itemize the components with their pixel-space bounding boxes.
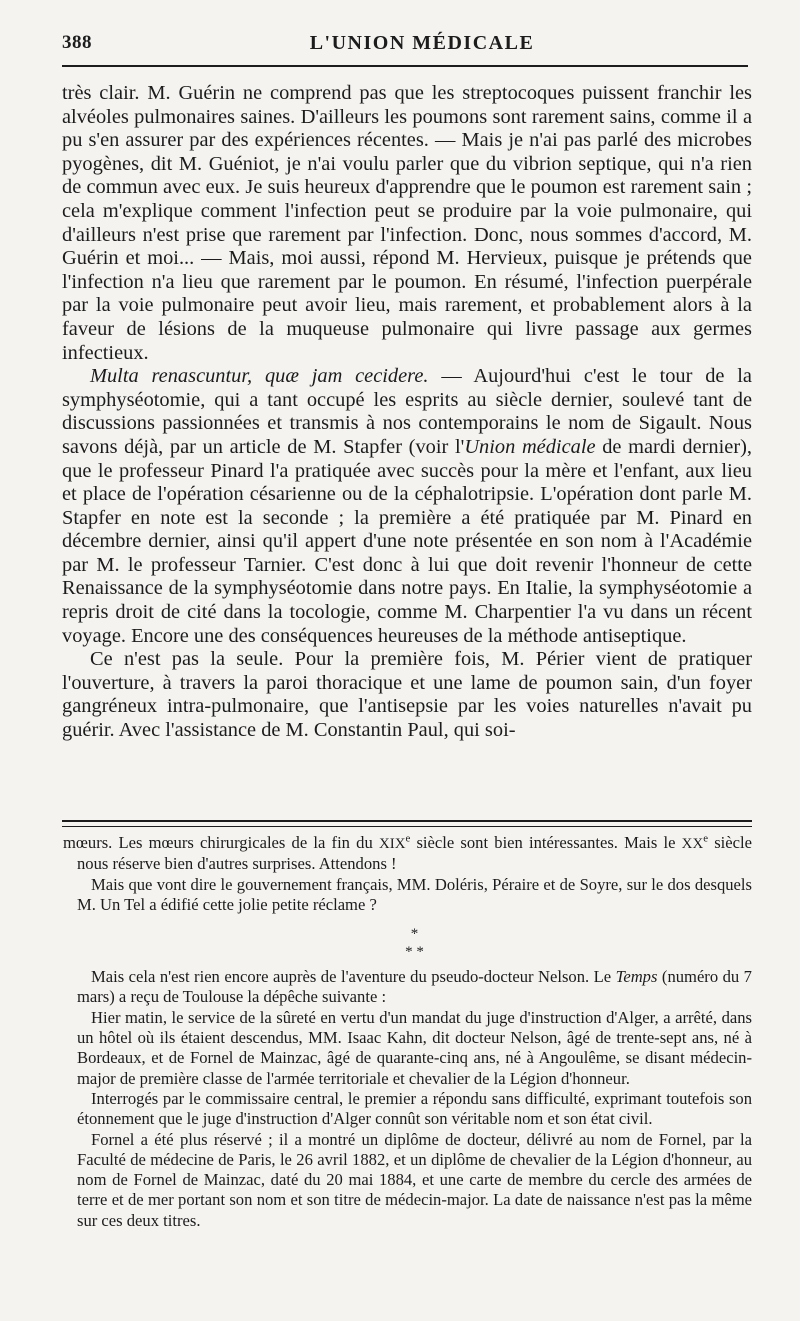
roman-numeral: XX	[681, 836, 704, 852]
paragraph-text: de mardi dernier), que le professeur Pinard l'a pratiquée avec succès pour la mère et l'enfant, aux lieu et place de l'opération césarienne ou de la céphalotripsie. L'opération dont parle M. Stapfer en note est la seconde ; la première a été pratiquée par M. Pinard en décembre dernier, ainsi qu'il appert d'une note présentée en son nom à l'Académie par M. le professeur Tarnier. C'est donc à lui que doit revenir l'honneur de cette Renaissance de la symphyséotomie dans notre pays. En Italie, la symphyséotomie a repris droit de cité dans la tocologie, comme M. Charpentier l'a vu dans un récent voyage. Encore une des conséquences heureuses de la méthode antiseptique.	[62, 435, 753, 647]
page-number: 388	[62, 32, 92, 53]
paragraph-perier: Ce n'est pas la seule. Pour la première fois, M. Périer vient de pratiquer l'ouverture, à travers la paroi thoracique et une lame de poumon sain, d'un foyer gangréneux intra-pulmonaire, que l'antisepsie par les voies naturelles n'avait pu guérir. Avec l'assistance de M. Constantin Paul, qui soi-	[62, 648, 752, 742]
paragraph-infection: très clair. M. Guérin ne comprend pas que les streptocoques puissent franchir les alvéoles pulmonaires saines. D'ailleurs les poumons sont rarement sains, comme il a pu s'en assurer par des expériences récentes. — Mais je n'ai pas parlé des microbes pyogènes, dit M. Guéniot, je n'ai voulu parler que du vibrion septique, qui n'a rien de commun avec eux. Je suis heureux d'apprendre que le poumon est rarement sain ; cela m'explique comment l'infection peut se produire par la voie pulmonaire, qui d'ailleurs n'est prise que rarement par l'infection. Donc, nous sommes d'accord, M. Guérin et moi... — Mais, moi aussi, répond M. Hervieux, puisque je prétends que l'infection n'a lieu que rarement par le poumon. En résumé, l'infection puerpérale par la voie pulmonaire peut avoir lieu, mais rarement, et probablement alors à la faveur de lésions de la muqueuse pulmonaire qui livre passage aux germes infectieux.	[62, 82, 752, 364]
journal-title: L'UNION MÉDICALE	[309, 32, 535, 54]
note-nelson: Mais cela n'est rien encore auprès de l'aventure du pseudo-docteur Nelson. Le Temps (numéro du 7 mars) a reçu de Toulouse la dépêche suivante :	[77, 967, 752, 1007]
header-rule	[62, 65, 748, 67]
note-moeurs: mœurs. Les mœurs chirurgicales de la fin du XIXe siècle sont bien intéressantes. Mais le XXe siècle nous réserve bien d'autres surprises. Attendons !	[63, 832, 752, 874]
note-interrogatoire: Interrogés par le commissaire central, le premier a répondu sans difficulté, exprimant toutefois son étonnement que le juge d'instruction d'Alger connût son véritable nom et son état civil.	[77, 1088, 752, 1129]
note-fornel: Fornel a été plus réservé ; il a montré un diplôme de docteur, délivré au nom de Fornel, par la Faculté de médecine de Paris, le 26 avril 1882, et un diplôme de chevalier de la Légion d'honneur, au nom de Fornel de Mainzac, daté du 20 mai 1884, et une carte de membre du cercle des armées de terre et de mer portant son nom et son titre de médecin-major. La date de naissance n'est pas la même sur ces deux titres.	[77, 1129, 752, 1230]
paragraph-text: — Aujourd'hui c'est le tour de la symphyséotomie, qui a tant occupé les esprits au siècle dernier, soulevé tant de discussions passionnées et transmis à nos contemporains le nom de Sigault. Nous savons déjà, par un article de M. Stapfer (voir l'	[62, 365, 752, 458]
running-header	[62, 30, 752, 64]
asterism: * * *	[405, 926, 424, 961]
newspaper-title: Temps	[615, 967, 658, 987]
note-arrestation: Hier matin, le service de la sûreté en vertu d'un mandat du juge d'instruction d'Alger, a arrêté, dans un hôtel où ils étaient descendus, MM. Isaac Kahn, dit docteur Nelson, âgé de trente-sept ans, né à Bordeaux, et de Fornel de Mainzac, âgé de quarante-cinq ans, né à Angoulême, se disant médecin-major de première classe de l'armée territoriale et chevalier de la Légion d'honneur.	[77, 1007, 752, 1088]
main-text	[62, 82, 752, 743]
note-gouvernement: Mais que vont dire le gouvernement français, MM. Doléris, Péraire et de Soyre, sur le dos desquels M. Un Tel a édifié cette jolie petite réclame ?	[77, 874, 752, 914]
roman-numeral: XIX	[378, 836, 406, 852]
latin-quote: Multa renascuntur, quæ jam cecidere.	[90, 365, 429, 388]
footnote-column	[63, 832, 752, 1231]
footnote-rule	[62, 820, 752, 822]
footnote-rule-thin	[62, 826, 752, 827]
journal-reference: Union médicale	[464, 435, 596, 458]
paragraph-symphyseotomie	[62, 365, 752, 648]
